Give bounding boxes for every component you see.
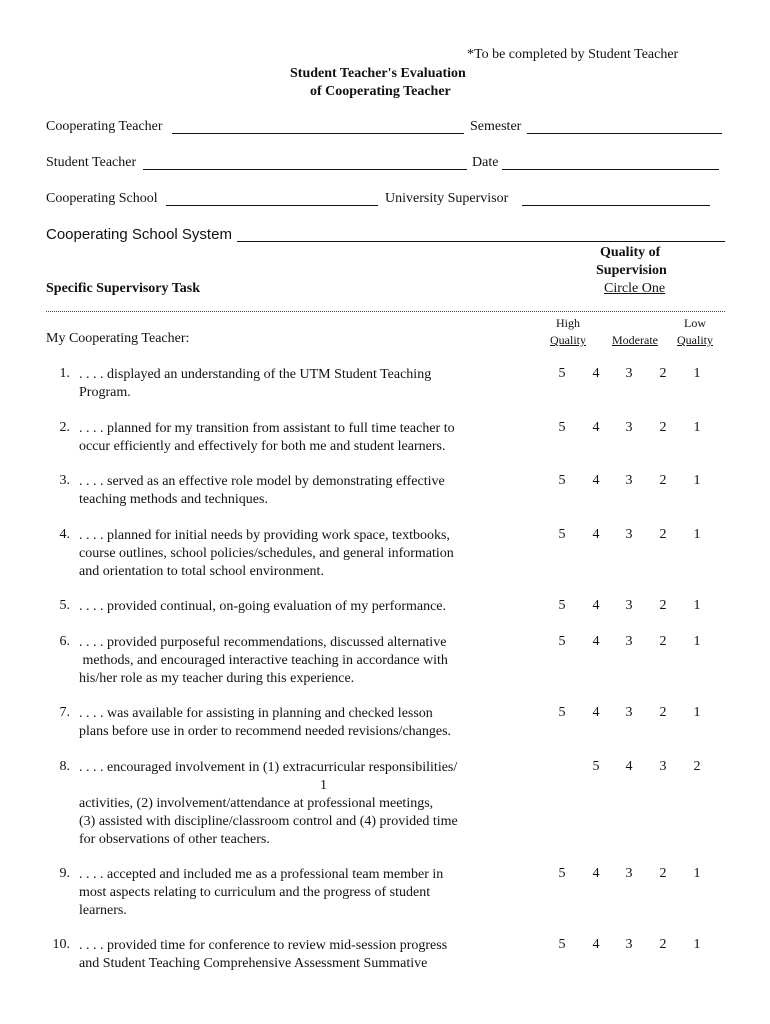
rating-option-4[interactable]: 4: [592, 366, 600, 381]
item-text-line: for observations of other teachers.: [79, 832, 270, 847]
high-label: High: [556, 316, 580, 330]
rating-option-5[interactable]: 5: [558, 634, 566, 649]
item-text-line: . . . . provided time for conference to review mid-session progress: [79, 938, 448, 953]
quality-low-label: Quality: [677, 333, 713, 347]
circle-one-instruction: Circle One: [604, 281, 666, 296]
university-supervisor-label: University Supervisor: [385, 191, 509, 206]
rating-option-2[interactable]: 2: [659, 705, 667, 720]
rating-option-1[interactable]: 1: [693, 527, 701, 542]
rating-option-1[interactable]: 1: [693, 634, 701, 649]
item-text-line: and orientation to total school environment.: [79, 564, 324, 579]
item-number: 8.: [59, 759, 70, 774]
rating-option-3[interactable]: 3: [625, 634, 633, 649]
item-text-line: teaching methods and techniques.: [79, 492, 268, 507]
rating-option-1[interactable]: 1: [693, 420, 701, 435]
lead-in-text: My Cooperating Teacher:: [46, 331, 190, 346]
item-text-line: . . . . planned for initial needs by providing work space, textbooks,: [79, 528, 450, 543]
rating-option-3[interactable]: 3: [625, 420, 633, 435]
item-number: 9.: [59, 866, 70, 881]
item-text-line: . . . . displayed an understanding of the UTM Student Teaching: [79, 367, 432, 382]
rating-option-4[interactable]: 4: [592, 705, 600, 720]
item-number: 5.: [59, 598, 70, 613]
item-number: 1.: [59, 366, 70, 381]
item-number: 6.: [59, 634, 70, 649]
rating-option-2[interactable]: 2: [659, 598, 667, 613]
rating-option-5[interactable]: 5: [558, 705, 566, 720]
rating-option-3[interactable]: 3: [625, 527, 633, 542]
rating-option-1[interactable]: 1: [693, 473, 701, 488]
rating-option-2[interactable]: 2: [659, 634, 667, 649]
cooperating-teacher-label: Cooperating Teacher: [46, 119, 163, 134]
item-text-line: . . . . provided purposeful recommendations, discussed alternative: [79, 635, 447, 650]
item-text: [79, 366, 509, 402]
item-text-line: Program.: [79, 385, 131, 400]
moderate-label: Moderate: [612, 333, 658, 347]
rating-option-5[interactable]: 5: [558, 598, 566, 613]
item-text-line: and Student Teaching Comprehensive Assessment Summative: [79, 956, 428, 971]
rating-option-1[interactable]: 1: [693, 937, 701, 952]
item-text-line: occur efficiently and effectively for both me and student learners.: [79, 439, 446, 454]
rating-option-3[interactable]: 3: [625, 366, 633, 381]
header-separator: [46, 311, 725, 312]
rating-option-3[interactable]: 3: [625, 598, 633, 613]
item-number: 7.: [59, 705, 70, 720]
rating-option-2[interactable]: 2: [659, 937, 667, 952]
rating-option-5[interactable]: 5: [558, 527, 566, 542]
rating-option-5[interactable]: 5: [558, 473, 566, 488]
rating-option-1[interactable]: 1: [693, 866, 701, 881]
rating-option-5[interactable]: 5: [558, 366, 566, 381]
item-text-line: . . . . encouraged involvement in (1) extracurricular responsibilities/: [79, 760, 458, 775]
item-text: [79, 937, 509, 973]
item-text-line: . . . . accepted and included me as a professional team member in: [79, 867, 444, 882]
rating-option-2[interactable]: 2: [659, 527, 667, 542]
rating-option-4[interactable]: 4: [592, 634, 600, 649]
rating-option-2[interactable]: 2: [659, 473, 667, 488]
rating-option-4[interactable]: 4: [592, 598, 600, 613]
item-number: 10.: [52, 937, 70, 952]
low-label: Low: [684, 316, 706, 330]
item-text-line: . . . . provided continual, on-going evaluation of my performance.: [79, 599, 447, 614]
student-teacher-field[interactable]: [143, 169, 467, 170]
item-text: [79, 705, 509, 741]
rating-option-2[interactable]: 2: [659, 420, 667, 435]
rating-option-1[interactable]: 1: [693, 705, 701, 720]
item-text-line: his/her role as my teacher during this experience.: [79, 671, 355, 686]
rating-option-3[interactable]: 3: [625, 866, 633, 881]
semester-label: Semester: [470, 119, 522, 134]
item-text-line: . . . . served as an effective role model by demonstrating effective: [79, 474, 445, 489]
rating-option-4[interactable]: 4: [625, 759, 633, 774]
rating-option-2[interactable]: 2: [659, 866, 667, 881]
rating-option-5[interactable]: 5: [558, 937, 566, 952]
student-teacher-label: Student Teacher: [46, 155, 137, 170]
item-text: [79, 866, 509, 920]
item-text-line: methods, and encouraged interactive teaching in accordance with: [79, 653, 448, 668]
rating-option-4[interactable]: 4: [592, 473, 600, 488]
item-text-line: course outlines, school policies/schedules, and general information: [79, 546, 454, 561]
item-text: [79, 473, 509, 509]
form-title-line2: of Cooperating Teacher: [310, 84, 451, 99]
task-heading: Specific Supervisory Task: [46, 281, 201, 296]
quality-of-heading: Quality of: [600, 245, 661, 260]
item-text: [79, 759, 509, 849]
date-field[interactable]: [502, 169, 719, 170]
item-text-line: (3) assisted with discipline/classroom control and (4) provided time: [79, 814, 458, 829]
item-number: 3.: [59, 473, 70, 488]
page-number: 1: [320, 778, 327, 793]
rating-option-5[interactable]: 5: [558, 420, 566, 435]
rating-option-4[interactable]: 4: [592, 866, 600, 881]
item-text: [79, 527, 509, 581]
item-text: [79, 420, 509, 456]
cooperating-school-system-field[interactable]: [237, 241, 725, 242]
quality-high-label: Quality: [550, 333, 586, 347]
rating-option-4[interactable]: 4: [592, 420, 600, 435]
rating-option-4[interactable]: 4: [592, 527, 600, 542]
item-text-line: plans before use in order to recommend needed revisions/changes.: [79, 724, 452, 739]
rating-option-5[interactable]: 5: [558, 866, 566, 881]
rating-option-1[interactable]: 1: [693, 598, 701, 613]
item-number: 4.: [59, 527, 70, 542]
rating-option-3[interactable]: 3: [625, 705, 633, 720]
rating-option-4[interactable]: 4: [592, 937, 600, 952]
item-text-line: . . . . planned for my transition from assistant to full time teacher to: [79, 421, 455, 436]
cooperating-school-system-label: Cooperating School System: [46, 226, 232, 243]
university-supervisor-field[interactable]: [522, 205, 710, 206]
item-number: 2.: [59, 420, 70, 435]
cooperating-school-label: Cooperating School: [46, 191, 158, 206]
rating-option-2[interactable]: 2: [693, 759, 701, 774]
rating-option-3[interactable]: 3: [625, 473, 633, 488]
supervision-heading: Supervision: [596, 263, 667, 278]
item-text: [79, 634, 509, 688]
rating-option-3[interactable]: 3: [625, 937, 633, 952]
item-text-line: . . . . was available for assisting in planning and checked lesson: [79, 706, 433, 721]
rating-option-5[interactable]: 5: [592, 759, 600, 774]
item-text: [79, 598, 509, 616]
form-title-line1: Student Teacher's Evaluation: [290, 66, 466, 81]
completion-note: *To be completed by Student Teacher: [467, 47, 679, 62]
date-label: Date: [472, 155, 499, 170]
rating-option-2[interactable]: 2: [659, 366, 667, 381]
cooperating-school-field[interactable]: [166, 205, 378, 206]
rating-option-1[interactable]: 1: [693, 366, 701, 381]
item-text-line: learners.: [79, 903, 127, 918]
item-text-line: activities, (2) involvement/attendance at professional meetings,: [79, 796, 434, 811]
semester-field[interactable]: [527, 133, 722, 134]
item-text-line: most aspects relating to curriculum and the progress of student: [79, 885, 431, 900]
cooperating-teacher-field[interactable]: [172, 133, 464, 134]
rating-option-3[interactable]: 3: [659, 759, 667, 774]
